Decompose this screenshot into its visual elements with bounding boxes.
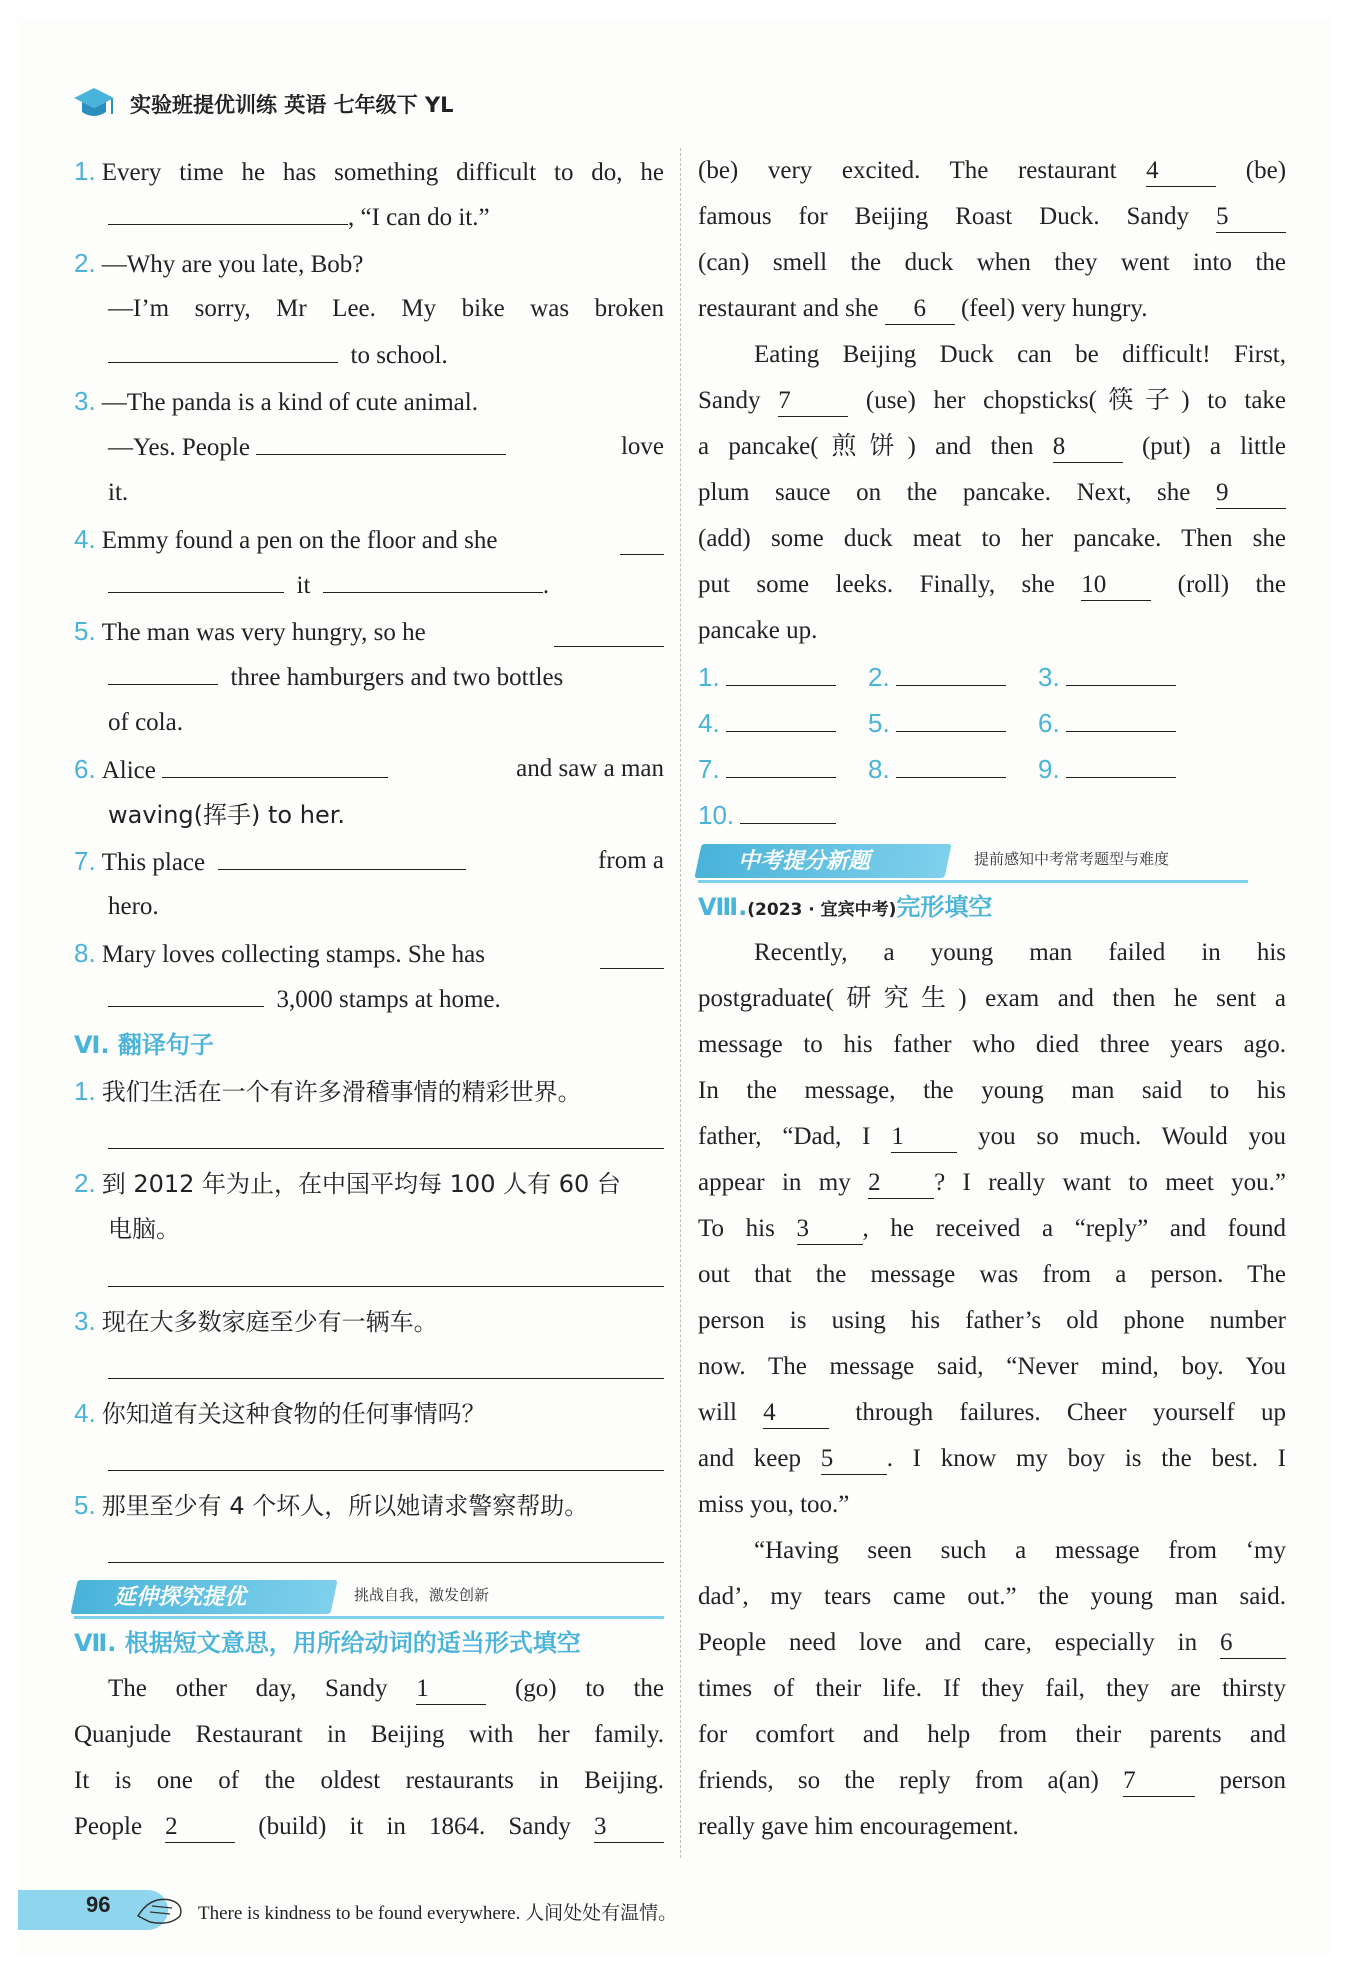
- p8-line-8: out that the message was from a person. The: [698, 1261, 1286, 1288]
- cloze-blank-1[interactable]: 1: [891, 1122, 957, 1153]
- p7-line-2: Quanjude Restaurant in Beijing with her family.: [74, 1721, 664, 1748]
- blank-6[interactable]: 6: [885, 294, 955, 325]
- banner-exam-title: 中考提分新题: [738, 849, 871, 874]
- banner-exam: [698, 838, 1286, 884]
- translate-4-answer[interactable]: [74, 1436, 664, 1482]
- answer-blank[interactable]: [1066, 701, 1176, 732]
- p8-line-1: Recently, a young man failed in his: [754, 939, 1286, 966]
- right-column: [698, 148, 1286, 1850]
- answer-blank[interactable]: [108, 194, 348, 225]
- answer-blank[interactable]: [218, 839, 466, 870]
- p8-line-7: To his 3 , he received a “reply” and found: [698, 1206, 1286, 1252]
- p7-line-4: People 2 (build) it in 1864. Sandy 3: [74, 1804, 664, 1850]
- banner-extension: [74, 1574, 664, 1620]
- translate-5-answer[interactable]: [74, 1528, 664, 1574]
- p7-r-line-5: Eating Beijing Duck can be difficult! First,: [754, 341, 1286, 368]
- answer-blank[interactable]: [620, 524, 664, 555]
- cloze-blank-4[interactable]: 4: [763, 1398, 829, 1429]
- p8-line-11: will 4 through failures. Cheer yourself up: [698, 1390, 1286, 1436]
- p8-line-5: father, “Dad, I 1 you so much. Would you: [698, 1114, 1286, 1160]
- banner-exam-subtitle: 提前感知中考常考题型与难度: [974, 850, 1170, 868]
- answer-blank[interactable]: [726, 701, 836, 732]
- p8-line-9: person is using his father’s old phone number: [698, 1307, 1286, 1334]
- answer-blank[interactable]: [726, 747, 836, 778]
- item-5-line-3: of cola.: [108, 709, 183, 736]
- column-divider: [680, 148, 681, 1858]
- cloze-blank-3[interactable]: 3: [797, 1214, 863, 1245]
- translate-3: 3. 现在大多数家庭至少有一辆车。: [74, 1306, 438, 1336]
- answer-row-1: 1. 2. 3.: [698, 654, 1286, 700]
- item-7-line-1: 7. This place from a: [74, 838, 664, 884]
- item-1-line-2: , “I can do it.”: [74, 194, 664, 240]
- item-6-line-2: waving(挥手) to her.: [108, 801, 345, 829]
- p7-r-line-1: (be) very excited. The restaurant 4 (be): [698, 148, 1286, 194]
- p8-line-20: really gave him encouragement.: [698, 1813, 1019, 1840]
- translate-2: 2. 到 2012 年为止，在中国平均每 100 人有 60 台: [74, 1168, 621, 1198]
- item-5-line-1: 5. The man was very hungry, so he: [74, 608, 664, 654]
- p8-line-14: “Having seen such a message from ‘my: [754, 1537, 1286, 1564]
- banner-extension-title: 延伸探究提优: [114, 1585, 247, 1610]
- p7-r-line-7: a pancake(煎饼) and then 8 (put) a little: [698, 424, 1286, 470]
- p7-line-3: It is one of the oldest restaurants in Beijing.: [74, 1767, 664, 1794]
- item-2-line-2: —I’m sorry, Mr Lee. My bike was broken: [108, 295, 664, 322]
- p7-r-line-4: restaurant and she 6 (feel) very hungry.: [698, 286, 1286, 332]
- page-header: [72, 84, 454, 124]
- p8-line-2: postgraduate(研究生) exam and then he sent a: [698, 985, 1286, 1012]
- answer-blank[interactable]: [256, 424, 506, 455]
- translate-1: 1. 我们生活在一个有许多滑稽事情的精彩世界。: [74, 1076, 582, 1106]
- p7-r-line-3: (can) smell the duck when they went into the: [698, 249, 1286, 276]
- banner-extension-subtitle: 挑战自我，激发创新: [354, 1586, 490, 1604]
- section-7-title: Ⅶ. 根据短文意思，用所给动词的适当形式填空: [74, 1629, 581, 1657]
- item-3-line-1: 3. —The panda is a kind of cute animal.: [74, 386, 478, 416]
- blank-5[interactable]: 5: [1216, 202, 1286, 233]
- section-8-title: Ⅷ.(2023 · 宜宾中考)完形填空: [698, 893, 993, 921]
- graduation-cap-icon: [72, 84, 116, 124]
- cloze-blank-7[interactable]: 7: [1123, 1766, 1195, 1797]
- p7-r-line-9: (add) some duck meat to her pancake. Then she: [698, 525, 1286, 552]
- answer-blank[interactable]: [554, 616, 664, 647]
- item-4-line-1: 4. Emmy found a pen on the floor and she: [74, 516, 664, 562]
- p8-line-16: People need love and care, especially in 6: [698, 1620, 1286, 1666]
- blank-10[interactable]: 10: [1081, 570, 1151, 601]
- page-number: 96: [86, 1892, 111, 1917]
- item-3-line-2: —Yes. People love: [74, 424, 664, 470]
- p8-line-12: and keep 5 . I know my boy is the best. I: [698, 1436, 1286, 1482]
- p7-r-line-6: Sandy 7 (use) her chopsticks(筷子) to take: [698, 378, 1286, 424]
- p8-line-19: friends, so the reply from a(an) 7 person: [698, 1758, 1286, 1804]
- p8-line-13: miss you, too.”: [698, 1491, 850, 1518]
- answer-row-2: 4. 5. 6.: [698, 700, 1286, 746]
- item-8-line-1: 8. Mary loves collecting stamps. She has: [74, 930, 664, 976]
- p7-r-line-8: plum sauce on the pancake. Next, she 9: [698, 470, 1286, 516]
- scroll-doodle-icon: [130, 1886, 190, 1932]
- p8-line-4: In the message, the young man said to his: [698, 1077, 1286, 1104]
- p8-line-10: now. The message said, “Never mind, boy. You: [698, 1353, 1286, 1380]
- answer-blank[interactable]: [162, 747, 388, 778]
- answer-blank[interactable]: [726, 655, 836, 686]
- blank-8[interactable]: 8: [1053, 432, 1123, 463]
- p8-line-17: times of their life. If they fail, they are thirsty: [698, 1675, 1286, 1702]
- answer-blank[interactable]: [108, 332, 338, 363]
- page-footer: [18, 1882, 1332, 1942]
- answer-blank[interactable]: [740, 793, 836, 824]
- answer-blank[interactable]: [896, 747, 1006, 778]
- blank-4[interactable]: 4: [1146, 156, 1216, 187]
- item-3-line-3: it.: [108, 479, 129, 506]
- p8-line-18: for comfort and help from their parents and: [698, 1721, 1286, 1748]
- blank-1[interactable]: 1: [416, 1674, 486, 1705]
- blank-2[interactable]: 2: [165, 1812, 235, 1843]
- answer-blank[interactable]: [896, 701, 1006, 732]
- translate-5: 5. 那里至少有 4 个坏人，所以她请求警察帮助。: [74, 1490, 589, 1520]
- answer-row-4: 10.: [698, 792, 1286, 838]
- p7-r-line-10: put some leeks. Finally, she 10 (roll) the: [698, 562, 1286, 608]
- blank-9[interactable]: 9: [1216, 478, 1286, 509]
- answer-blank[interactable]: [108, 976, 264, 1007]
- item-2-line-1: 2. —Why are you late, Bob?: [74, 248, 364, 278]
- answer-blank[interactable]: [108, 654, 218, 685]
- answer-blank[interactable]: [1066, 747, 1176, 778]
- item-7-line-2: hero.: [108, 893, 159, 920]
- translate-1-answer[interactable]: [74, 1114, 664, 1160]
- p8-line-3: message to his father who died three years ago.: [698, 1031, 1286, 1058]
- item-4-line-2: it .: [74, 562, 664, 608]
- p8-line-15: dad’, my tears came out.” the young man said.: [698, 1583, 1286, 1610]
- answer-blank[interactable]: [896, 655, 1006, 686]
- p7-r-line-2: famous for Beijing Roast Duck. Sandy 5: [698, 194, 1286, 240]
- translate-3-answer[interactable]: [74, 1344, 664, 1390]
- answer-blank[interactable]: [600, 938, 664, 969]
- p7-line-1: The other day, Sandy 1 (go) to the: [74, 1666, 664, 1712]
- header-title: 实验班提优训练 英语 七年级下 YL: [130, 93, 454, 117]
- answer-blank[interactable]: [108, 562, 284, 593]
- item-8-line-2: 3,000 stamps at home.: [74, 976, 664, 1022]
- item-2-line-3: to school.: [74, 332, 664, 378]
- answer-row-3: 7. 8. 9.: [698, 746, 1286, 792]
- item-1-line-1: 1. Every time he has something difficult to do, he: [74, 156, 664, 186]
- translate-2-answer[interactable]: [74, 1252, 664, 1298]
- item-6-line-1: 6. Alice and saw a man: [74, 746, 664, 792]
- cloze-blank-5[interactable]: 5: [821, 1444, 887, 1475]
- blank-3[interactable]: 3: [594, 1812, 664, 1843]
- answer-blank[interactable]: [323, 562, 543, 593]
- section-6-title: Ⅵ. 翻译句子: [74, 1031, 214, 1059]
- blank-7[interactable]: 7: [778, 386, 848, 417]
- p8-line-6: appear in my 2 ? I really want to meet you.”: [698, 1160, 1286, 1206]
- p7-r-line-11: pancake up.: [698, 617, 818, 644]
- translate-4: 4. 你知道有关这种食物的任何事情吗？: [74, 1398, 486, 1428]
- left-column: [74, 148, 664, 1850]
- cloze-blank-2[interactable]: 2: [868, 1168, 934, 1199]
- footer-motto: There is kindness to be found everywhere. 人间处处有温情。: [198, 1903, 678, 1924]
- translate-2-cont: 电脑。: [108, 1215, 180, 1243]
- answer-blank[interactable]: [1066, 655, 1176, 686]
- item-5-line-2: three hamburgers and two bottles: [74, 654, 664, 700]
- cloze-blank-6[interactable]: 6: [1220, 1628, 1286, 1659]
